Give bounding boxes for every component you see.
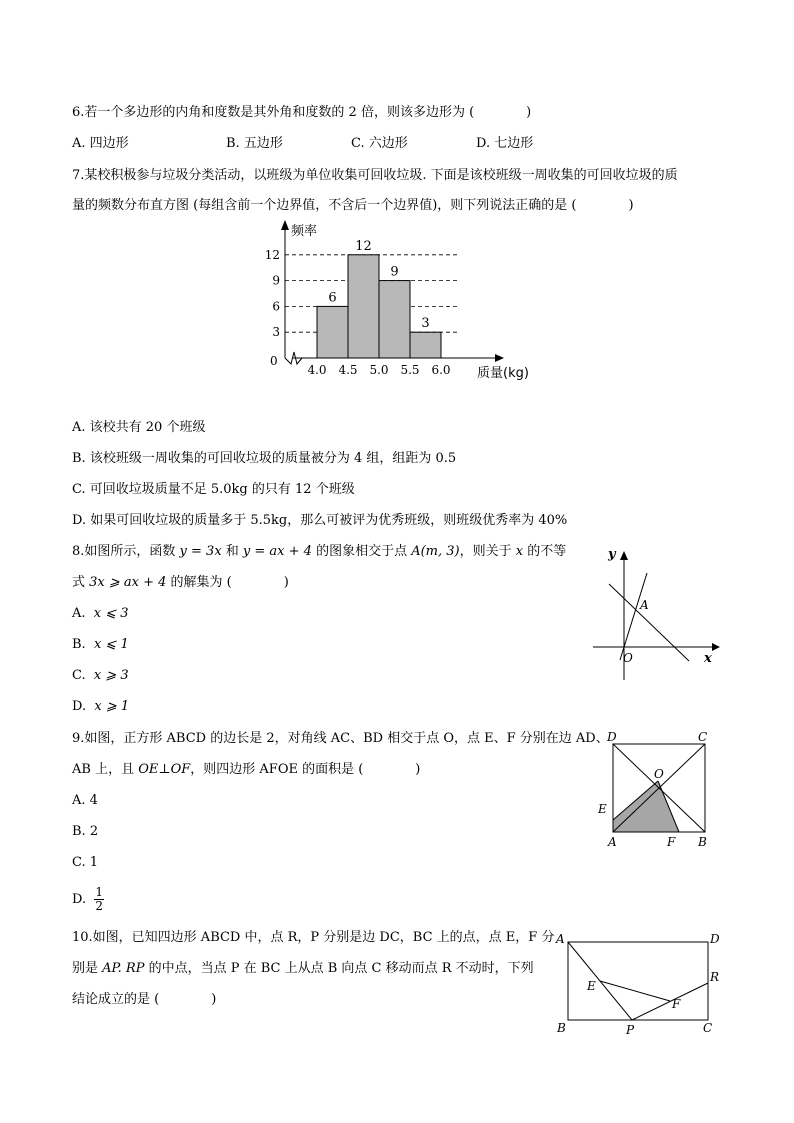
option-letter: D. xyxy=(72,892,87,907)
q9-label-d: D xyxy=(607,730,617,744)
q8-text: 和 xyxy=(221,544,243,559)
q6-stem: 6.若一个多边形的内角和度数是其外角和度数的 2 倍，则该多边形为 ( ) xyxy=(72,105,532,120)
q8-text: 的不等 xyxy=(523,544,567,559)
q9-label-b: B xyxy=(698,835,707,849)
q8-text: 8.如图所示，函数 xyxy=(72,544,180,559)
q9-text: ，则四边形 AFOE 的面积是 ( ) xyxy=(190,762,421,777)
histogram-chart xyxy=(255,218,545,388)
q10-stem-line1: 10.如图，已知四边形 ABCD 中，点 R，P 分别是边 DC，BC 上的点，点 E，F 分 xyxy=(72,930,555,945)
q10-text: 的中点，当点 P 在 BC 上从点 B 向点 C 移动而点 R 不动时，下列 xyxy=(144,961,534,976)
q9-square-figure xyxy=(594,728,720,852)
option-letter: D. xyxy=(72,699,87,714)
q9-option-b: B. 2 xyxy=(72,824,99,839)
q10-label-p: P xyxy=(626,1023,635,1037)
y-tick-label: 3 xyxy=(272,325,280,340)
q8-option-c xyxy=(72,666,129,686)
q8-text: ，则关于 xyxy=(459,544,516,559)
q10-label-r: R xyxy=(710,970,720,984)
x-axis-label: 质量(kg) xyxy=(477,366,529,381)
q8-line-y-ax-4 xyxy=(609,584,689,661)
q8-math-line-2: y = ax + 4 xyxy=(242,544,312,559)
option-value: x ⩾ 3 xyxy=(93,668,129,683)
q10-label-a: A xyxy=(556,932,565,946)
q8-math-point: A(m, 3) xyxy=(411,544,460,559)
q9-stem-line2 xyxy=(72,760,420,780)
q10-label-c: C xyxy=(703,1021,713,1035)
q8-math-var: x xyxy=(515,544,524,559)
q9-math-perp: OE⊥OF xyxy=(138,762,191,777)
q10-stem-line3: 结论成立的是 ( ) xyxy=(72,992,217,1007)
q10-label-e: E xyxy=(587,979,596,993)
q8-option-d xyxy=(72,697,129,717)
option-letter: A. xyxy=(72,606,86,621)
q8-x-axis-arrow xyxy=(712,643,720,651)
q6-option-a: A. 四边形 xyxy=(72,136,129,151)
q10-label-b: B xyxy=(557,1021,566,1035)
y-tick-label: 9 xyxy=(272,273,280,288)
q7-option-d: D. 如果可回收垃圾的质量多于 5.5kg，那么可被评为优秀班级，则班级优秀率为 40% xyxy=(72,513,568,528)
bar-3 xyxy=(410,332,441,358)
q8-option-a xyxy=(72,604,129,624)
q6-option-d: D. 七边形 xyxy=(476,136,534,151)
q8-point-a-label: A xyxy=(640,598,649,612)
y-axis-arrow xyxy=(281,220,289,230)
q7-stem-line1: 7.某校积极参与垃圾分类活动，以班级为单位收集可回收垃圾. 下面是该校班级一周收集的可回收垃圾的质 xyxy=(72,168,678,183)
q7-option-b: B. 该校班级一周收集的可回收垃圾的质量被分为 4 组，组距为 0.5 xyxy=(72,451,457,466)
q8-x-label: x xyxy=(704,651,712,666)
q6-option-c: C. 六边形 xyxy=(351,136,408,151)
fraction-numerator: 1 xyxy=(95,885,103,899)
q9-option-c: C. 1 xyxy=(72,855,99,870)
bar-value-label: 3 xyxy=(421,316,430,332)
bar-value-label: 6 xyxy=(328,290,337,306)
q8-text: 的图象相交于点 xyxy=(311,544,412,559)
option-letter: B. xyxy=(72,637,86,652)
y-tick-label: 6 xyxy=(272,299,280,314)
q7-option-c: C. 可回收垃圾质量不足 5.0kg 的只有 12 个班级 xyxy=(72,482,355,497)
q9-label-f: F xyxy=(667,835,676,849)
q9-label-c: C xyxy=(698,730,708,744)
bar-0 xyxy=(317,306,348,358)
origin-label: 0 xyxy=(270,354,278,368)
q8-math-inequality: 3x ⩾ ax + 4 xyxy=(89,575,167,590)
q8-text: 的解集为 ( ) xyxy=(166,575,289,590)
fraction-denominator: 2 xyxy=(95,899,103,913)
q8-origin-label: O xyxy=(623,651,633,665)
q8-coordinate-figure xyxy=(588,540,728,685)
bar-value-label: 12 xyxy=(355,238,372,254)
q9-option-d xyxy=(72,883,104,917)
option-value: x ⩽ 3 xyxy=(93,606,129,621)
x-tick-label: 6.0 xyxy=(431,363,451,377)
q9-label-o: O xyxy=(654,767,664,781)
q8-text: 式 xyxy=(72,575,90,590)
q10-segment-ef xyxy=(600,981,670,1001)
q9-text: AB 上，且 xyxy=(72,762,139,777)
q10-segment-pr xyxy=(632,983,708,1020)
q9-label-a: A xyxy=(608,835,617,849)
q9-option-a: A. 4 xyxy=(72,793,98,808)
q7-stem-line2: 量的频数分布直方图 (每组含前一个边界值，不含后一个边界值)，则下列说法正确的是 ( ) xyxy=(72,198,634,213)
option-letter: C. xyxy=(72,668,86,683)
q8-option-b xyxy=(72,635,129,655)
y-axis-label: 频率 xyxy=(291,224,318,239)
q8-math-line-1: y = 3x xyxy=(179,544,222,559)
q9-shaded-quadrilateral xyxy=(613,781,679,832)
q10-label-d: D xyxy=(710,932,720,946)
x-tick-label: 4.5 xyxy=(338,363,358,377)
option-value: x ⩾ 1 xyxy=(94,699,130,714)
x-tick-label: 5.5 xyxy=(400,363,420,377)
q10-math-segments: AP. RP xyxy=(102,961,145,976)
option-value: x ⩽ 1 xyxy=(93,637,129,652)
q9-stem-line1: 9.如图，正方形 ABCD 的边长是 2，对角线 AC、BD 相交于点 O，点 E、F 分别在边 AD、 xyxy=(72,731,609,746)
y-tick-label: 12 xyxy=(264,247,280,262)
histogram-bars xyxy=(317,255,441,358)
bar-1 xyxy=(348,255,379,358)
x-tick-label: 5.0 xyxy=(369,363,389,377)
q10-rectangle-figure xyxy=(552,928,728,1040)
q9-label-e: E xyxy=(598,802,607,816)
q10-label-f: F xyxy=(672,997,681,1011)
q8-stem-line2 xyxy=(72,573,289,593)
q8-stem-line1 xyxy=(72,542,566,562)
q10-stem-line2 xyxy=(72,959,534,979)
q6-option-b: B. 五边形 xyxy=(226,136,283,151)
q8-y-axis-arrow xyxy=(620,551,628,560)
x-axis-arrow xyxy=(495,354,504,362)
q9-fraction xyxy=(94,886,104,913)
x-tick-label: 4.0 xyxy=(307,363,327,377)
q8-y-label: y xyxy=(608,547,616,562)
q7-option-a: A. 该校共有 20 个班级 xyxy=(72,420,206,435)
bar-2 xyxy=(379,281,410,358)
bar-value-label: 9 xyxy=(390,264,399,280)
q10-text: 别是 xyxy=(72,961,103,976)
